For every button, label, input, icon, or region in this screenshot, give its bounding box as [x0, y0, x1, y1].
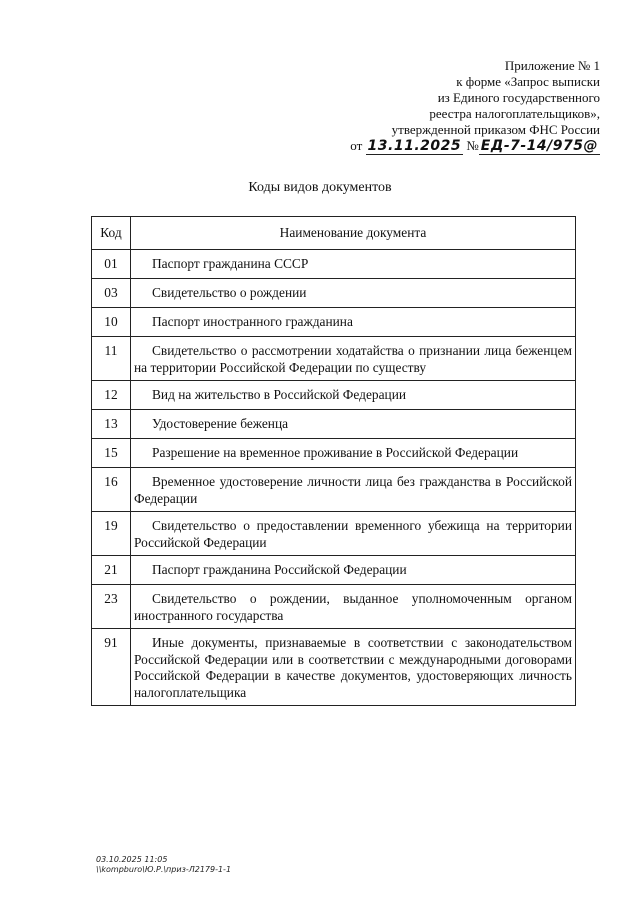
table-row [92, 381, 576, 410]
table-header-row [92, 217, 576, 250]
row-name: Паспорт гражданина Российской Федерации [131, 556, 576, 585]
row-code: 19 [92, 512, 131, 556]
row-code: 11 [92, 337, 131, 381]
row-code: 12 [92, 381, 131, 410]
document-title: Коды видов документов [248, 180, 392, 195]
table-row [92, 439, 576, 468]
row-name: Временное удостоверение личности лица без гражданства в Российской Федерации [131, 468, 576, 512]
row-code: 15 [92, 439, 131, 468]
row-code: 10 [92, 308, 131, 337]
table-row [92, 279, 576, 308]
row-name: Паспорт гражданина СССР [131, 250, 576, 279]
row-name: Удостоверение беженца [131, 410, 576, 439]
row-name: Свидетельство о рождении [131, 279, 576, 308]
order-reference [300, 138, 600, 154]
row-name: Свидетельство о предоставлении временного убежища на территории Российской Федерации [131, 512, 576, 556]
table-row [92, 308, 576, 337]
footer-file-path: \\kompburo\Ю.Р.\приз-Л2179-1-1 [96, 865, 232, 874]
file-footer [96, 855, 231, 875]
row-code: 21 [92, 556, 131, 585]
table-row [92, 410, 576, 439]
row-code: 16 [92, 468, 131, 512]
row-name: Паспорт иностранного гражданина [131, 308, 576, 337]
appendix-line-1: Приложение № 1 [504, 58, 600, 73]
table-row [92, 585, 576, 629]
row-name: Свидетельство о рождении, выданное уполномоченным органом иностранного государства [131, 585, 576, 629]
header-name: Наименование документа [131, 217, 576, 250]
order-date: 13.11.2025 [367, 138, 462, 154]
number-label: № [466, 138, 479, 153]
table-row [92, 250, 576, 279]
row-name: Иные документы, признаваемые в соответствии с законодательством Российской Федерации или в соответствии с международными договорами Российской Федерации в качестве документов, удостоверяющих личность налогоплательщика [131, 629, 576, 706]
table-row [92, 337, 576, 381]
appendix-line-4: реестра налогоплательщиков», [429, 106, 600, 121]
table-row [92, 556, 576, 585]
appendix-line-2: к форме «Запрос выписки [456, 74, 600, 89]
document-codes-table [91, 216, 576, 706]
appendix-header [300, 58, 600, 154]
order-number: ЕД-7-14/975@ [480, 138, 598, 154]
row-name: Вид на жительство в Российской Федерации [131, 381, 576, 410]
footer-timestamp: 03.10.2025 11:05 [96, 855, 168, 864]
row-code: 03 [92, 279, 131, 308]
table-row [92, 512, 576, 556]
table-row [92, 468, 576, 512]
table-row [92, 629, 576, 706]
row-name: Разрешение на временное проживание в Российской Федерации [131, 439, 576, 468]
appendix-line-3: из Единого государственного [437, 90, 600, 105]
row-code: 91 [92, 629, 131, 706]
row-name: Свидетельство о рассмотрении ходатайства о признании лица беженцем на территории Российской Федерации по существу [131, 337, 576, 381]
row-code: 01 [92, 250, 131, 279]
from-label: от [350, 138, 363, 153]
appendix-line-5: утвержденной приказом ФНС России [391, 122, 600, 137]
header-code: Код [92, 217, 131, 250]
row-code: 13 [92, 410, 131, 439]
row-code: 23 [92, 585, 131, 629]
